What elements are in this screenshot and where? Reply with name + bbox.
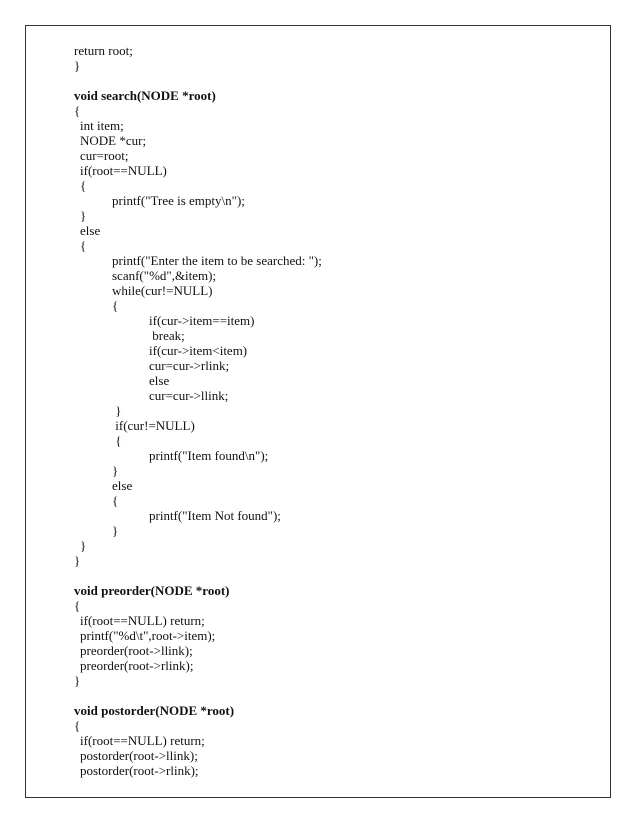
code-line: postorder(root->rlink); [80, 763, 199, 778]
blank-line [74, 568, 594, 583]
function-signature: void preorder(NODE *root) [74, 583, 230, 598]
code-line: { [112, 493, 119, 508]
code-listing [74, 43, 594, 778]
code-line: while(cur!=NULL) [112, 283, 213, 298]
code-line: if(cur!=NULL) [112, 418, 195, 433]
code-line: printf("Item found\n"); [149, 448, 269, 463]
code-line: printf("Enter the item to be searched: "); [112, 253, 322, 268]
code-line: break; [149, 328, 185, 343]
code-line: } [74, 553, 81, 568]
blank-line [74, 73, 594, 88]
code-line: else [80, 223, 101, 238]
code-line: { [80, 238, 87, 253]
code-line: cur=cur->llink; [149, 388, 229, 403]
code-line: NODE *cur; [80, 133, 147, 148]
blank-line [74, 688, 594, 703]
code-line: } [74, 58, 81, 73]
function-signature: void postorder(NODE *root) [74, 703, 235, 718]
code-line: } [80, 538, 87, 553]
code-line: printf("Tree is empty\n"); [112, 193, 245, 208]
code-line: if(root==NULL) return; [80, 613, 205, 628]
code-line: } [74, 673, 81, 688]
code-line: return root; [74, 43, 133, 58]
code-line: printf("Item Not found"); [149, 508, 281, 523]
code-line: { [80, 178, 87, 193]
code-line: { [112, 298, 119, 313]
code-line: int item; [80, 118, 124, 133]
code-line: preorder(root->rlink); [80, 658, 194, 673]
code-line: { [74, 103, 81, 118]
code-line: scanf("%d",&item); [112, 268, 217, 283]
code-line: if(cur->item<item) [149, 343, 248, 358]
code-line: { [74, 718, 81, 733]
code-line: } [112, 403, 122, 418]
code-line: cur=cur->rlink; [149, 358, 230, 373]
code-line: printf("%d\t",root->item); [80, 628, 216, 643]
code-line: if(root==NULL) return; [80, 733, 205, 748]
code-line: postorder(root->llink); [80, 748, 198, 763]
code-line: if(root==NULL) [80, 163, 167, 178]
code-line: } [112, 523, 119, 538]
code-line: { [112, 433, 122, 448]
code-line: cur=root; [80, 148, 129, 163]
code-line: else [149, 373, 170, 388]
code-line: preorder(root->llink); [80, 643, 193, 658]
code-line: { [74, 598, 81, 613]
code-line: if(cur->item==item) [149, 313, 255, 328]
code-line: } [80, 208, 87, 223]
function-signature: void search(NODE *root) [74, 88, 216, 103]
code-line: else [112, 478, 133, 493]
code-line: } [112, 463, 119, 478]
